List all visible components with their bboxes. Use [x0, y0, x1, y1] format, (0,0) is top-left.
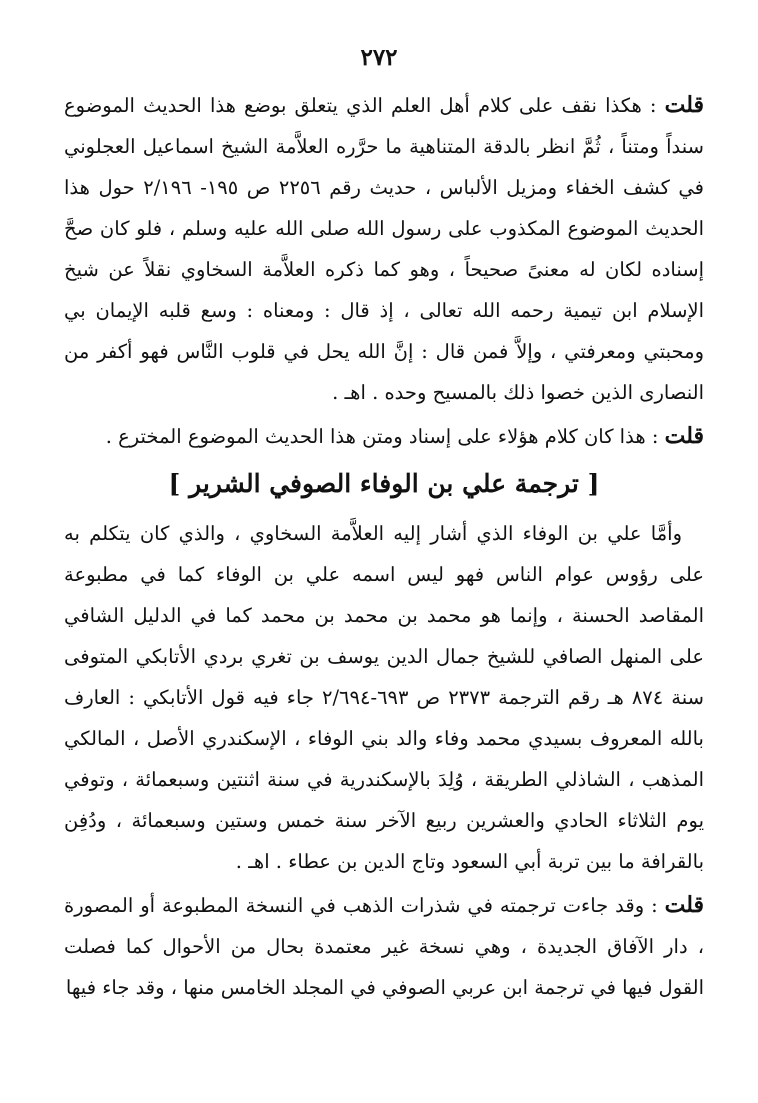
page-number: ٢٧٢: [360, 44, 398, 71]
qulta-label: قلت: [664, 892, 704, 918]
heading-title: ترجمة علي بن الوفاء الصوفي الشرير: [189, 469, 579, 498]
qulta-label: قلت: [664, 92, 704, 118]
paragraph-text: : هذا كان كلام هؤلاء على إسناد ومتن هذا الحديث الموضوع المخترع .: [105, 425, 665, 448]
paragraph-qulta-1: [64, 85, 704, 413]
heading-open-bracket: [: [587, 469, 600, 498]
paragraph-biography: [64, 513, 704, 882]
paragraph-qulta-3: [64, 885, 704, 1008]
paragraph-text: : وقد جاءت ترجمته في شذرات الذهب في النسخة المطبوعة أو المصورة ، دار الآفاق الجديدة ، وهي نسخة غير معتمدة بحال من الأحوال كما فصلت القول فيها في ترجمة ابن عربي الصوفي في المجلد الخامس منها ، وقد جاء فيها: [64, 894, 704, 999]
qulta-label: قلت: [664, 423, 704, 449]
heading-close-bracket: ]: [168, 469, 181, 498]
paragraph-text: وأمَّا علي بن الوفاء الذي أشار إليه العلاَّمة السخاوي ، والذي كان يتكلم به على رؤوس عوام الناس فهو ليس اسمه علي بن الوفاء كما في مطبوعة المقاصد الحسنة ، وإنما هو محمد بن محمد بن محمد كما في الدليل الشافي على المنهل الصافي للشيخ جمال الدين يوسف بن تغري بردي الأتابكي المتوفى سنة ٨٧٤ هـ رقم الترجمة ٢٣٧٣ ص ٦٩٣-٢/٦٩٤ جاء فيه قول الأتابكي : العارف بالله المعروف بسيدي محمد وفاء والد بني الوفاء ، الإسكندري الأصل ، المالكي المذهب ، الشاذلي الطريقة ، وُلِدَ بالإسكندرية في سنة اثنتين وسبعمائة ، وتوفي يوم الثلاثاء الحادي والعشرين ربيع الآخر سنة خمس وستين وسبعمائة ، ودُفِن بالقرافة ما بين تربة أبي السعود وتاج الدين بن عطاء . اهـ .: [64, 522, 704, 873]
page-body: [64, 85, 704, 1008]
paragraph-qulta-2: [64, 416, 704, 457]
paragraph-text: : هكذا نقف على كلام أهل العلم الذي يتعلق بوضع هذا الحديث الموضوع سنداً ومتناً ، ثُمَّ انظر بالدقة المتناهية ما حرَّره العلاَّمة الشيخ اسماعيل العجلوني في كشف الخفاء ومزيل الألباس ، حديث رقم ٢٢٥٦ ص ١٩٥- ٢/١٩٦ حول هذا الحديث الموضوع المكذوب على رسول الله صلى الله عليه وسلم ، فلو كان صحَّ إسناده لكان له معنىً صحيحاً ، وهو كما ذكره العلاَّمة السخاوي نقلاً عن شيخ الإسلام ابن تيمية رحمه الله تعالى ، إذ قال : ومعناه : وسع قلبه الإيمان بي ومحبتي ومعرفتي ، وإلاَّ فمن قال : إنَّ الله يحل في قلوب النَّاس فهو أكفر من النصارى الذين خصوا ذلك بالمسيح وحده . اهـ .: [64, 94, 704, 404]
section-heading: [64, 461, 704, 507]
